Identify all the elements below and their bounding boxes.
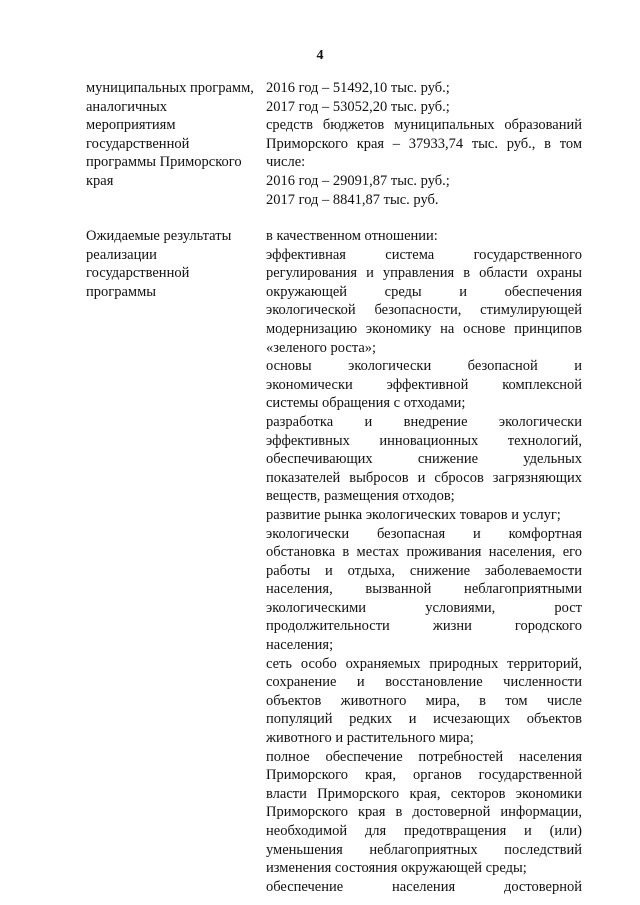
label-line: аналогичных <box>86 98 167 115</box>
text-line: населения; <box>266 637 334 654</box>
text-line: разработка и внедрение экологически <box>266 413 582 430</box>
label-line: муниципальных программ, <box>86 80 254 96</box>
text-line: сеть особо охраняемых природных территорий, <box>266 655 582 672</box>
text-line: основы экологически безопасной и <box>266 358 582 375</box>
label-line: Ожидаемые результаты <box>86 228 232 244</box>
text-line: обеспечивающих снижение удельных <box>266 451 582 468</box>
text-line: полное обеспечение потребностей населения <box>266 748 582 765</box>
text-line: развитие рынка экологических товаров и услуг; <box>266 506 561 523</box>
label-line: реализации <box>86 246 157 263</box>
text-line: объектов животного мира, в том числе <box>266 692 582 709</box>
text-line: работы и отдыха, снижение заболеваемости <box>266 562 582 579</box>
text-line: популяций редких и исчезающих объектов <box>266 711 582 728</box>
text-line: системы обращения с отходами; <box>266 395 466 412</box>
text-line: «зеленого роста»; <box>266 339 377 356</box>
text-line: Приморского края в достоверной информации, <box>266 804 582 821</box>
text-line: эффективная система государственного <box>266 246 582 263</box>
text-line: экологической безопасности, стимулирующей <box>266 302 582 319</box>
text-line: Приморского края – 37933,74 тыс. руб., в том <box>266 135 582 152</box>
text-line: 2017 год – 53052,20 тыс. руб.; <box>266 98 450 115</box>
text-line: власти Приморского края, секторов экономики <box>266 785 582 802</box>
expected-results-text <box>266 227 582 896</box>
text-line: экономически эффективной комплексной <box>266 376 582 393</box>
page-number: 4 <box>316 48 324 63</box>
text-line: окружающей среды и обеспечения <box>266 283 582 300</box>
text-line: необходимой для предотвращения и (или) <box>266 823 582 839</box>
label-line: программы Приморского <box>86 154 242 171</box>
text-line: обеспечение населения достоверной <box>266 878 582 895</box>
label-line: программы <box>86 283 156 300</box>
label-line: края <box>86 172 114 189</box>
text-line: животного и растительного мира; <box>266 730 474 747</box>
text-line: изменения состояния окружающей среды; <box>266 860 527 877</box>
label-line: государственной <box>86 265 190 282</box>
text-line: Приморского края, органов государственной <box>266 767 582 784</box>
expected-results-label <box>86 227 264 301</box>
text-line: продолжительности жизни городского <box>266 618 582 635</box>
text-line: 2016 год – 29091,87 тыс. руб.; <box>266 172 450 189</box>
text-line: 2017 год – 8841,87 тыс. руб. <box>266 191 439 208</box>
text-line: модернизацию экономику на основе принципов <box>266 320 582 337</box>
text-line: средств бюджетов муниципальных образований <box>266 117 582 134</box>
text-line: веществ, размещения отходов; <box>266 488 455 505</box>
text-line: числе: <box>266 154 306 171</box>
text-line: показателей выбросов и сбросов загрязняющих <box>266 469 582 486</box>
funding-sources-label <box>86 79 264 191</box>
text-line: 2016 год – 51492,10 тыс. руб.; <box>266 80 450 96</box>
funding-amounts-text <box>266 79 582 209</box>
text-line: экологически безопасная и комфортная <box>266 525 582 542</box>
label-line: мероприятиям <box>86 117 176 134</box>
text-line: обстановка в местах проживания населения, его <box>266 544 582 561</box>
text-line: регулирования и управления в области охраны <box>266 265 582 282</box>
label-line: государственной <box>86 135 190 152</box>
text-line: населения, вызванной неблагоприятными <box>266 581 582 598</box>
text-line: в качественном отношении: <box>266 228 438 244</box>
text-line: экологическими условиями, рост <box>266 599 582 616</box>
text-line: уменьшения неблагоприятных последствий <box>266 841 582 858</box>
text-line: сохранение и восстановление численности <box>266 674 582 691</box>
text-line: эффективных инновационных технологий, <box>266 432 582 449</box>
